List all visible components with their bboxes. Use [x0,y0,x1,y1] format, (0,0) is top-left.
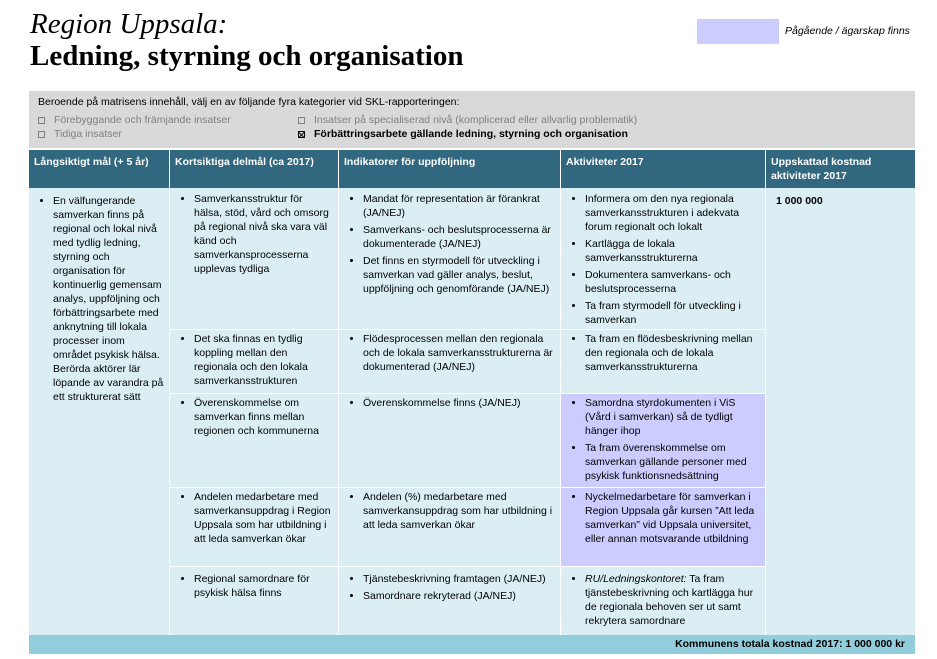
option-prevention[interactable] [38,114,231,126]
activity-item: • Ta fram överenskommelse om samverkan gällande personer med psykisk funktionsnedsättning [585,441,760,483]
indicator-cell [339,188,561,329]
title-topic: Ledning, styrning och organisation [30,40,464,72]
goal-item: • Överenskommelse om samverkan finns mellan regionen och kommunerna [194,396,333,438]
col-header-long-term: Långsiktigt mål (+ 5 år) [29,150,170,188]
checkbox-icon[interactable] [38,131,45,138]
title-region: Region Uppsala: [30,8,228,40]
activity-item: • Kartlägga de lokala samverkansstrukturerna [585,237,760,265]
activity-item: • Ta fram styrmodell för utveckling i samverkan [585,299,760,327]
activity-item: • Informera om den nya regionala samverkansstrukturen i adekvata forum regionalt och lokalt [585,192,760,234]
long-term-goal: • En välfungerande samverkan finns på regional och lokal nivå med tydlig ledning, styrning och organisation för kontinuerlig gemensam analys, uppföljning och förbättringsarbete med anknytning till lokala processer inom området psykisk hälsa. Berörda aktörer lär löpande av varandra på ett strukturerat sätt [53,194,164,404]
category-question: Beroende på matrisens innehåll, välj en av följande fyra kategorier vid SKL-rapporteringen: [38,96,460,108]
indicator-item: • Andelen (%) medarbetare med samverkansuppdrag som har utbildning i att leda samverkan ökar [363,490,555,532]
indicator-item: • Samordnare rekryterad (JA/NEJ) [363,589,555,603]
cost-value: 1 000 000 [776,195,823,207]
col-header-activities: Aktiviteter 2017 [561,150,766,188]
indicator-item: • Överenskommelse finns (JA/NEJ) [363,396,555,410]
goal-cell [170,188,339,329]
indicator-cell [339,566,561,635]
activity-item [585,572,760,628]
goal-item: • Samverkansstruktur för hälsa, stöd, vård och omsorg på regional nivå ska vara väl känd och samverkansprocesserna upplevas tydliga [194,192,333,276]
goal-cell [170,393,339,487]
legend-label: Pågående / ägarskap finns [785,25,910,37]
divider [170,566,766,567]
activity-cell [561,188,766,329]
option-management[interactable] [298,128,628,140]
option-specialised[interactable] [298,114,637,126]
activity-cell-ongoing [561,487,766,566]
goal-cell [170,487,339,566]
total-cost-footer [29,635,915,654]
activity-item: • Dokumentera samverkans- och beslutsprocesserna [585,268,760,296]
divider [170,393,766,394]
col-header-indicators: Indikatorer för uppföljning [339,150,561,188]
indicator-cell [339,393,561,487]
checked-checkbox-icon[interactable] [298,131,305,138]
total-cost-text: Kommunens totala kostnad 2017: 1 000 000 kr [675,638,905,650]
activity-item: • Samordna styrdokumenten i ViS (Vård i samverkan) så de tydligt hänger ihop [585,396,760,438]
option-label: Insatser på specialiserad nivå (komplicerad eller allvarlig problematik) [314,114,638,126]
col-header-cost: Uppskattad kostnad aktiviteter 2017 [766,150,915,188]
activity-cell [561,566,766,635]
col-header-short-term: Kortsiktiga delmål (ca 2017) [170,150,339,188]
indicator-item: • Flödesprocessen mellan den regionala och de lokala samverkansstrukturerna är dokumenterad (JA/NEJ) [363,332,555,374]
activity-text: Ta fram tjänstebeskrivning och kartlägga hur de regionala behoven ser ut samt rekrytera samordnare [585,573,754,627]
cost-cell [766,188,915,635]
option-label: Förebyggande och främjande insatser [54,114,231,126]
option-label: Tidiga insatser [54,128,122,140]
goal-cell [170,329,339,393]
indicator-item: • Samverkans- och beslutsprocesserna är dokumenterade (JA/NEJ) [363,223,555,251]
checkbox-icon[interactable] [298,117,305,124]
activity-cell [561,329,766,393]
option-early[interactable] [38,128,122,140]
activity-item: • Ta fram en flödesbeskrivning mellan den regionala och de lokala samverkansstrukturerna [585,332,760,374]
goal-item: • Regional samordnare för psykisk hälsa finns [194,572,333,600]
divider [170,487,766,488]
indicator-item: • Det finns en styrmodell för utveckling i samverkan vad gäller analys, beslut, uppföljning och genomförande (JA/NEJ) [363,254,555,296]
indicator-cell [339,487,561,566]
indicator-item: • Tjänstebeskrivning framtagen (JA/NEJ) [363,572,555,586]
goal-item: • Andelen medarbetare med samverkansuppdrag i Region Uppsala som har utbildning i att leda samverkan ökar [194,490,333,546]
long-term-goal-cell [29,188,170,635]
activity-owner: RU/Ledningskontoret: [585,573,687,585]
indicator-item: • Mandat för representation är förankrat (JA/NEJ) [363,192,555,220]
indicator-cell [339,329,561,393]
activity-cell-ongoing [561,393,766,487]
legend-swatch [697,19,779,44]
activity-item: • Nyckelmedarbetare för samverkan i Region Uppsala går kursen ”Att leda samverkan” vid Uppsala universitet, eller annan motsvarande utbildning [585,490,760,546]
goal-cell [170,566,339,635]
goal-item: • Det ska finnas en tydlig koppling mellan den regionala och den lokala samverkansstrukturen [194,332,333,388]
category-panel [29,91,915,148]
checkbox-icon[interactable] [38,117,45,124]
option-label: Förbättringsarbete gällande ledning, styrning och organisation [314,128,628,140]
goals-table [29,150,915,654]
divider [170,329,766,330]
